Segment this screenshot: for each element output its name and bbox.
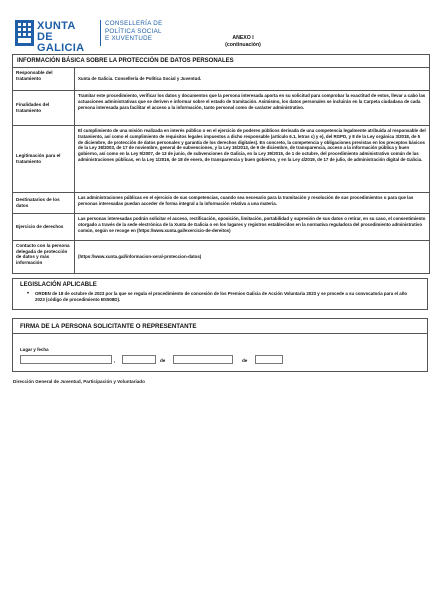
department-line-1: CONSELLERÍA DE xyxy=(105,20,163,27)
annex-subtitle: (continuación) xyxy=(225,41,261,48)
de-separator-1: de xyxy=(160,358,166,363)
table-row xyxy=(13,68,429,91)
logo-line-1: XUNTA xyxy=(37,20,76,32)
place-date-label: Lugar y fecha xyxy=(20,347,49,352)
signature-box xyxy=(12,318,428,372)
row-label xyxy=(13,126,75,192)
row-label-text: Legitimación para el tratamiento xyxy=(16,153,61,164)
xunta-logo xyxy=(15,20,97,54)
table-row xyxy=(13,193,429,214)
row-label xyxy=(13,214,75,240)
logo-divider xyxy=(100,20,101,46)
row-value: El cumplimiento de una misión realizada en interés público o en el ejercicio de poderes públicos derivada de una competencia legalmente atribuida al responsable del tratamiento, así como el cumplimiento de requisitos legales impuestos a dicho responsable (artículo 6.1, letras c) y e), del RGPD, y 8 de la Ley orgánica 3/2018, de 5 de diciembre, de protección de datos personales y garantía de los derechos digitales). En concreto, la competencia y obligaciones previstas en los preceptos básicos de la Ley 38/2003, de 17 de noviembre, general de subvenciones, y la Ley 16/2013, de 9 de diciembre, de transparencia, acceso a la información pública y buen gobierno, así como en la Ley 9/2007, de 13 de junio, de subvenciones de Galicia, en la Ley 39/2015, de 1 de octubre, del procedimiento administrativo común de las administraciones públicas, en la Ley 1/2016, de 18 de enero, de transparencia y buen gobierno, y en la Ley 4/2019, de 17 de julio, de administración digital de Galicia. xyxy=(78,128,426,162)
signature-divider xyxy=(13,333,427,334)
annex-heading xyxy=(208,35,278,48)
place-field[interactable] xyxy=(20,355,112,364)
row-label-text: Ejercicio de derechos xyxy=(16,224,64,230)
month-field[interactable] xyxy=(173,355,233,364)
table-row xyxy=(13,214,429,241)
department-line-3: E XUVENTUDE xyxy=(105,35,153,43)
row-value: Las personas interesadas podrán solicitar el acceso, rectificación, oposición, limitación, portabilidad y supresión de sus datos o retirar, en su caso, el consentimiento otorgado a través de la sede electrónica de la Xunta de Galicia o en los lugares y registros establecidos en la normativa reguladora del procedimiento administrativo común, según se recoge en (https://www.xunta.gal/exercicio-de-dereitos) xyxy=(78,216,426,233)
signature-title: FIRMA DE LA PERSONA SOLICITANTE O REPRESENTANTE xyxy=(20,323,197,330)
row-value: Las administraciones públicas en el ejercicio de sus competencias, cuando sea necesario para la tramitación y resolución de sus procedimientos o para que las personas interesadas puedan acceder de forma integral a la información relativa a una materia. xyxy=(78,195,414,206)
day-field[interactable] xyxy=(122,355,156,364)
row-label-text: Finalidades del tratamiento xyxy=(16,102,50,113)
table-row xyxy=(13,91,429,126)
de-separator-2: de xyxy=(242,358,248,363)
footer-text: Dirección General de Juventud, Participación y Voluntariado xyxy=(13,379,145,384)
row-label xyxy=(13,91,75,125)
legislation-box xyxy=(12,278,428,310)
logo-line-2: DE GALICIA xyxy=(37,31,85,54)
annex-title: ANEXO I xyxy=(232,35,254,41)
row-label xyxy=(13,193,75,213)
table-row xyxy=(13,126,429,193)
row-value xyxy=(75,68,429,90)
bullet-icon: • xyxy=(27,291,30,297)
legislation-title: LEGISLACIÓN APLICABLE xyxy=(20,282,97,288)
comma-separator: , xyxy=(114,358,116,363)
dpo-link[interactable]: (https://www.xunta.gal/informacion-xeral-proteccion-datos) xyxy=(78,254,202,260)
year-field[interactable] xyxy=(255,355,283,364)
row-label-text: Destinatarios de los datos xyxy=(16,197,60,208)
data-protection-title: INFORMACIÓN BÁSICA SOBRE LA PROTECCIÓN DE DATOS PERSONALES xyxy=(13,55,429,68)
row-value-text: Xunta de Galicia. Consellería de Política Social y Juventud. xyxy=(78,76,202,82)
department-name xyxy=(105,20,163,43)
galicia-shield-icon xyxy=(15,20,34,46)
row-label: Contacto con la persona delegada de protección de datos y más información xyxy=(13,241,75,273)
row-value: Tramitar este procedimiento, verificar los datos y documentos que la persona interesada aporta en su solicitud para comprobar la exactitud de estos, llevar a cabo las actuaciones administrativas que se deriven e informar sobre el estado de tramitación. Asimismo, los datos personales se incluirán en la Carpeta ciudadana de cada persona interesada para facilitar el acceso a la información, tanto personal como de carácter administrativo. xyxy=(78,93,426,110)
department-line-2: POLÍTICA SOCIAL xyxy=(105,27,162,35)
data-protection-table xyxy=(12,54,430,274)
legislation-item: ORDEN de 18 de octubre de 2023 por la que se regula el procedimiento de concesión de los Premios Galicia de Acción Voluntaria 2023 y se procede a su convocatoria para el año 2023 (código de procedimiento BS508D). xyxy=(35,291,408,302)
row-label: Responsable del tratamiento xyxy=(13,68,75,90)
row-value xyxy=(75,241,429,273)
table-row xyxy=(13,241,429,273)
